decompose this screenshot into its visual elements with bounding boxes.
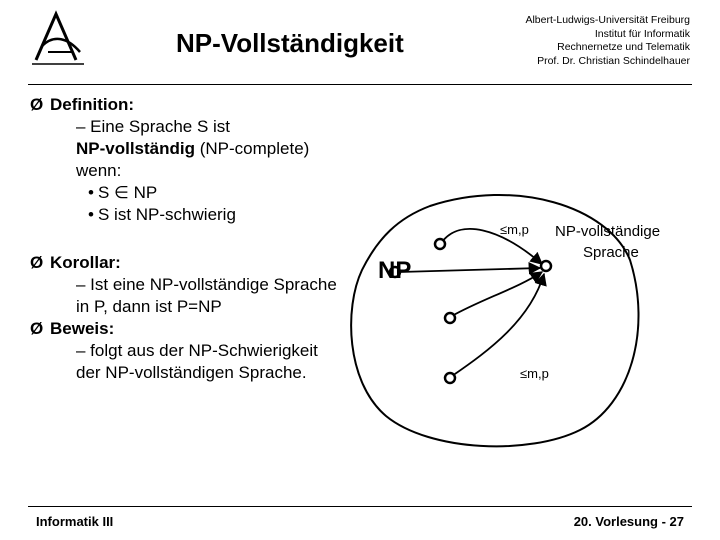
arrow-bullet-icon: Ø (30, 253, 44, 272)
institution-info (490, 14, 690, 68)
condition-item (30, 182, 350, 204)
institution-line: Albert-Ludwigs-Universität Freiburg (525, 14, 690, 26)
np-complete-english: (NP-complete) (195, 139, 310, 158)
university-logo (28, 8, 88, 68)
condition-text: S ∈ NP (98, 183, 158, 202)
dot-bullet-icon: • (88, 205, 94, 224)
np-complete-term: NP-vollständig (76, 139, 196, 158)
definition-label: Definition: (50, 95, 135, 114)
np-complete-label: NP-vollständige (555, 223, 661, 240)
arrow-bullet-icon: Ø (30, 319, 44, 338)
proof-text (30, 340, 350, 384)
proof-line: der NP-vollständigen Sprache. (76, 363, 307, 382)
np-class-label: NP (378, 257, 412, 284)
condition-item (30, 204, 350, 226)
footer-course: Informatik III (36, 514, 114, 529)
definition-when: wenn: (76, 161, 122, 180)
arrow-bullet-icon: Ø (30, 95, 44, 114)
slide-content (30, 94, 350, 384)
corollary-line: in P, dann ist P=NP (76, 297, 222, 316)
institution-line: Rechnernetze und Telematik (557, 41, 690, 53)
reduction-arrow (452, 272, 542, 316)
page-title: NP-Vollständigkeit (176, 28, 404, 58)
np-language-node (445, 373, 455, 383)
proof-label: Beweis: (50, 319, 115, 338)
np-language-node (435, 239, 445, 249)
definition-line: – Eine Sprache S ist (76, 117, 231, 136)
corollary-heading (30, 252, 350, 274)
reduction-label: ≤m,p (520, 366, 549, 381)
np-complete-node (541, 261, 551, 271)
footer-page-number: 20. Vorlesung - 27 (573, 514, 684, 529)
reduction-label: ≤m,p (500, 222, 529, 237)
proof-line: – folgt aus der NP-Schwierigkeit (76, 341, 318, 360)
definition-text (30, 116, 350, 182)
corollary-line: – Ist eine NP-vollständige Sprache (76, 275, 337, 294)
np-reduction-diagram (340, 190, 700, 450)
dot-bullet-icon: • (88, 183, 94, 202)
condition-text: S ist NP-schwierig (98, 205, 236, 224)
footer-divider (28, 506, 692, 507)
reduction-arrow (400, 268, 540, 272)
definition-heading (30, 94, 350, 116)
institution-line: Prof. Dr. Christian Schindelhauer (537, 54, 690, 67)
corollary-label: Korollar: (50, 253, 121, 272)
reduction-arrow (452, 274, 544, 376)
proof-heading (30, 318, 350, 340)
np-language-node (445, 313, 455, 323)
corollary-text (30, 274, 350, 318)
header-divider (28, 84, 692, 85)
np-complete-label: Sprache (583, 244, 639, 261)
institution-line: Institut für Informatik (594, 27, 690, 40)
